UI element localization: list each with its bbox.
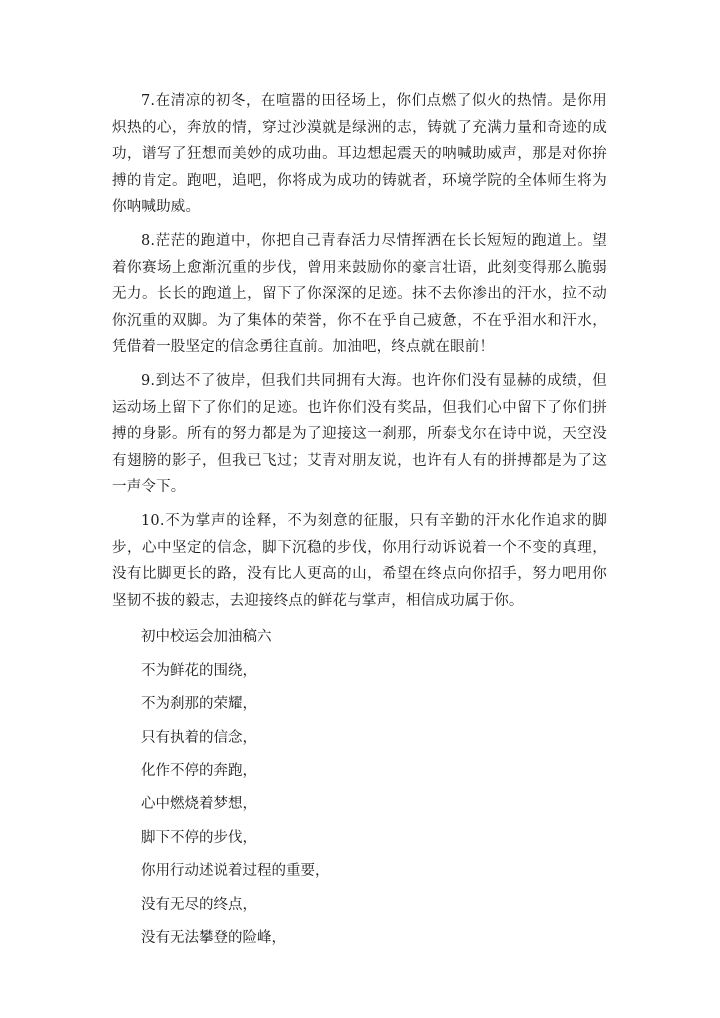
paragraph-8: 8.茫茫的跑道中，你把自己青春活力尽情挥洒在长长短短的跑道上。望着你赛场上愈渐沉重的步伐，曾用来鼓励你的豪言壮语，此刻变得那么脆弱无力。长长的跑道上，留下了你深深的足迹。抹不去你渗出的汗水，拉不动你沉重的双脚。为了集体的荣誉，你不在乎自己疲惫，不在乎泪水和汗水，凭借着一股坚定的信念勇往直前。加油吧，终点就在眼前！ <box>112 232 607 356</box>
paragraph-10: 10.不为掌声的诠释，不为刻意的征服，只有辛勤的汗水化作追求的脚步，心中坚定的信念，脚下沉稳的步伐，你用行动诉说着一个不变的真理，没有比脚更长的路，没有比人更高的山，希望在终点向你招手，努力吧用你坚韧不拔的毅志，去迎接终点的鲜花与掌声，相信成功属于你。 <box>112 512 607 609</box>
poem-line: 没有无尽的终点， <box>141 896 257 913</box>
poem-line: 心中燃烧着梦想， <box>141 796 257 813</box>
section-title: 初中校运会加油稿六 <box>141 629 272 646</box>
poem-line: 化作不停的奔跑， <box>141 762 257 779</box>
poem-line: 只有执着的信念， <box>141 729 257 746</box>
poem-line: 脚下不停的步伐， <box>141 829 257 846</box>
poem-line: 你用行动述说着过程的重要， <box>141 863 330 880</box>
poem-line: 没有无法攀登的险峰， <box>141 929 286 946</box>
document-body <box>112 88 607 955</box>
paragraph-9: 9.到达不了彼岸，但我们共同拥有大海。也许你们没有显赫的成绩，但运动场上留下了你们的足迹。也许你们没有奖品，但我们心中留下了你们拼搏的身影。所有的努力都是为了迎接这一刹那，所泰戈尔在诗中说，天空没有翅膀的影子，但我已飞过；艾青对朋友说，也许有人有的拼搏都是为了这一声令下。 <box>112 372 607 496</box>
poem-line: 不为鲜花的围绕， <box>141 662 257 679</box>
paragraph-7: 7.在清凉的初冬，在喧嚣的田径场上，你们点燃了似火的热情。是你用炽热的心，奔放的情，穿过沙漠就是绿洲的志，铸就了充满力量和奇迹的成功，谱写了狂想而美妙的成功曲。耳边想起震天的呐喊助威声，那是对你拚搏的肯定。跑吧，追吧，你将成为成功的铸就者，环境学院的全体师生将为你呐喊助威。 <box>112 93 607 216</box>
poem-line: 不为刹那的荣耀， <box>141 696 257 713</box>
